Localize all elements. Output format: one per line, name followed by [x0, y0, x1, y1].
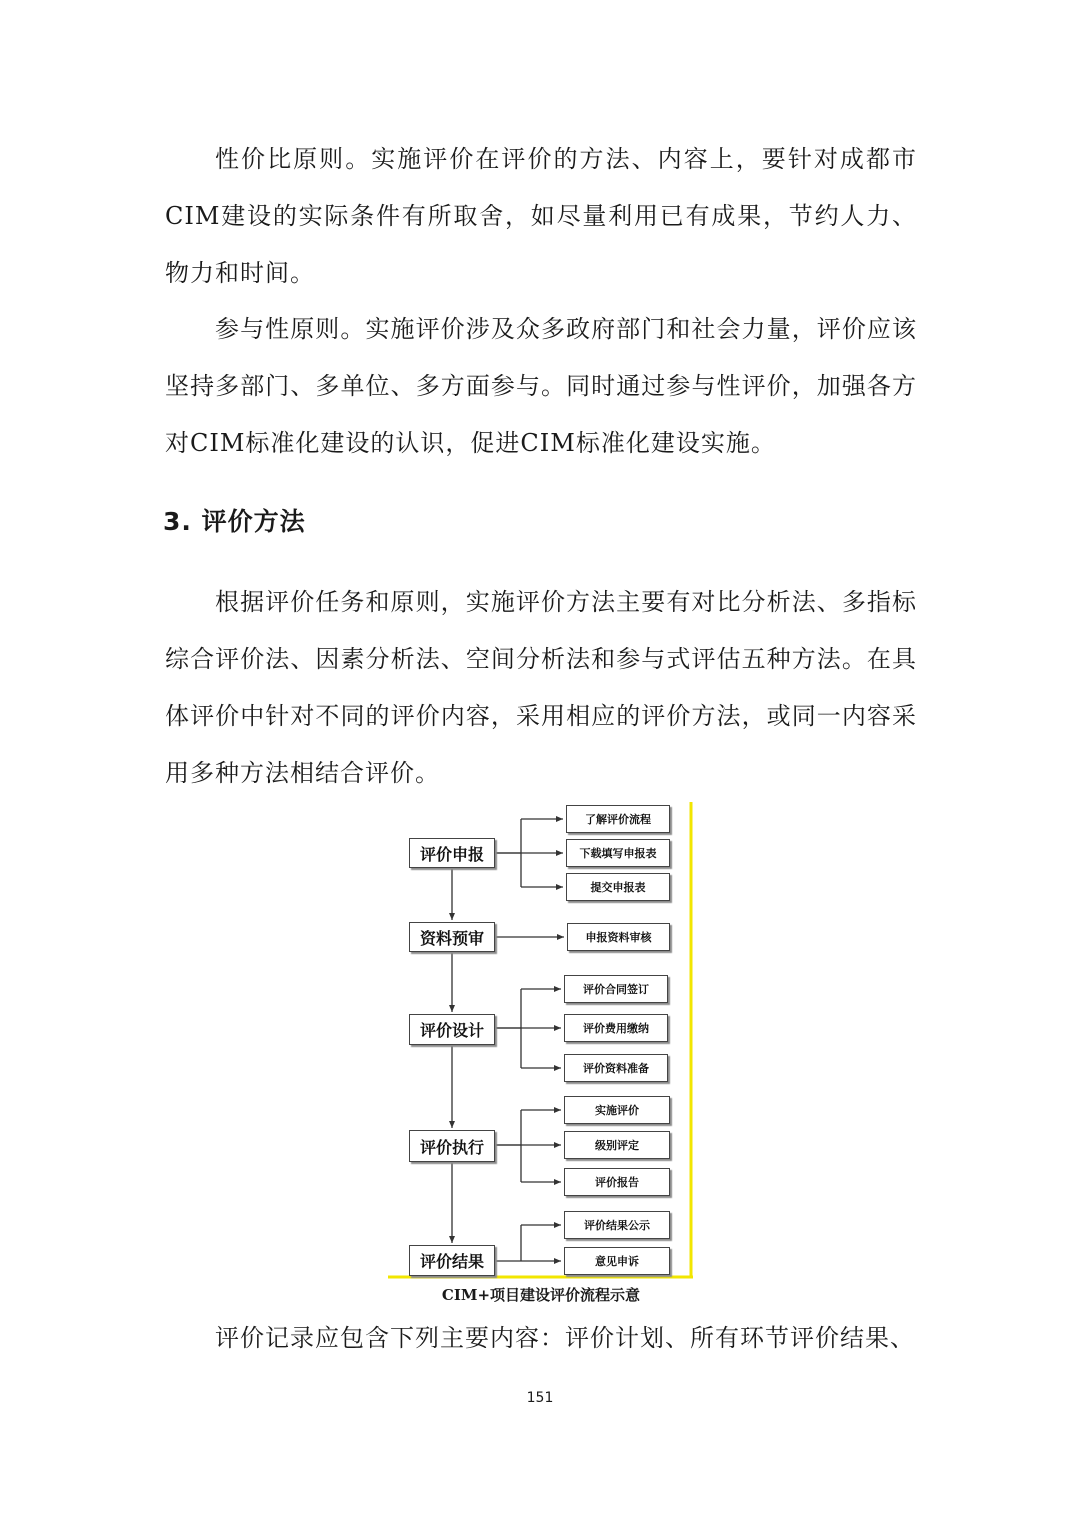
paragraph-evaluation-record: 评价记录应包含下列主要内容：评价计划、所有环节评价结果、: [215, 1324, 915, 1352]
section-heading: 3. 评价方法: [163, 507, 306, 536]
paragraph-evaluation-methods: 根据评价任务和原则，实施评价方法主要有对比分析法、多指标综合评价法、因素分析法、空间分析法和参与式评估五种方法。在具体评价中针对不同的评价内容，采用相应的评价方法，或同一内容采用多种方法相结合评价。: [165, 588, 917, 787]
step-box-rating: 级别评定: [564, 1131, 670, 1159]
paragraph-cost-effectiveness: 性价比原则。实施评价在评价的方法、内容上，要针对成都市CIM建设的实际条件有所取舍，如尽量利用已有成果，节约人力、物力和时间。: [165, 145, 917, 287]
step-box-review-materials: 申报资料审核: [567, 923, 670, 951]
step-box-implement: 实施评价: [564, 1096, 670, 1124]
stage-box-execution: 评价执行: [409, 1130, 495, 1162]
step-box-pay-fee: 评价费用缴纳: [564, 1014, 668, 1042]
paragraph-participation: 参与性原则。实施评价涉及众多政府部门和社会力量，评价应该坚持多部门、多单位、多方面参与。同时通过参与性评价，加强各方对CIM标准化建设的认识，促进CIM标准化建设实施。: [165, 315, 917, 457]
stage-box-result: 评价结果: [409, 1245, 495, 1276]
step-box-download-form: 下载填写申报表: [566, 839, 670, 867]
figure-caption: CIM+项目建设评价流程示意: [441, 1286, 641, 1304]
flowchart-figure: [388, 800, 694, 1280]
step-box-publicity: 评价结果公示: [564, 1211, 670, 1239]
step-box-sign-contract: 评价合同签订: [564, 975, 668, 1003]
stage-box-pre-review: 资料预审: [409, 922, 495, 952]
step-box-submit-form: 提交申报表: [566, 873, 670, 901]
stage-box-application: 评价申报: [409, 838, 495, 868]
step-box-report: 评价报告: [564, 1168, 670, 1196]
step-box-appeal: 意见申诉: [564, 1247, 670, 1275]
step-box-understand-process: 了解评价流程: [566, 805, 670, 833]
stage-box-design: 评价设计: [409, 1014, 495, 1045]
step-box-prepare-materials: 评价资料准备: [564, 1054, 668, 1082]
page-number: 151: [526, 1390, 554, 1406]
